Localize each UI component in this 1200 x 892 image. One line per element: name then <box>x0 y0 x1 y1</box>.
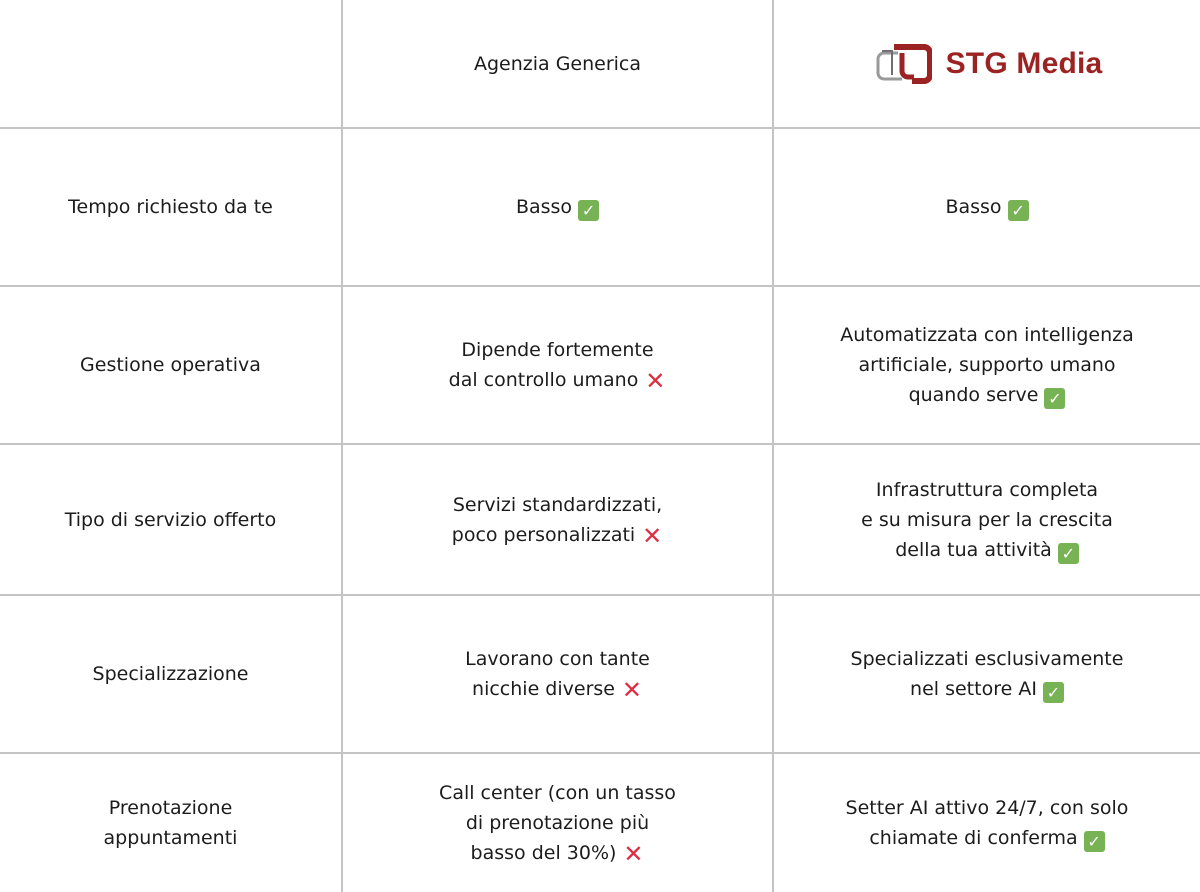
check-icon: ✓ <box>1058 543 1079 564</box>
cross-icon: ✕ <box>623 840 644 868</box>
brand-name: STG Media <box>945 46 1103 80</box>
row-label-text: Tipo di servizio offerto <box>64 508 277 531</box>
stg-cell-text: Basso <box>945 196 1002 218</box>
check-icon: ✓ <box>1043 682 1064 703</box>
row-label-text: Gestione operativa <box>80 354 261 376</box>
cross-icon: ✕ <box>621 676 643 704</box>
cross-icon: ✕ <box>642 521 663 550</box>
stg-cell <box>774 754 1200 892</box>
check-icon: ✓ <box>1008 200 1029 221</box>
stg-logo-icon <box>872 43 932 85</box>
generic-cell <box>343 445 774 596</box>
generic-cell <box>343 129 774 287</box>
generic-cell-text: Dipende fortemente dal controllo umano <box>448 339 654 391</box>
check-icon: ✓ <box>578 200 599 221</box>
generic-cell-text: Servizi standardizzati, poco personalizzati <box>451 493 663 546</box>
check-icon: ✓ <box>1044 388 1065 409</box>
row-label-text: Prenotazione appuntamenti <box>103 797 238 849</box>
row-label <box>0 754 343 892</box>
row-label <box>0 287 343 445</box>
header-stg-media <box>774 0 1200 129</box>
generic-cell <box>343 596 774 754</box>
header-empty-cell <box>0 0 343 129</box>
stg-cell <box>774 287 1200 445</box>
row-label <box>0 445 343 596</box>
generic-cell <box>343 287 774 445</box>
stg-cell-text: Setter AI attivo 24/7, con solo chiamate di conferma <box>845 797 1129 849</box>
stg-cell <box>774 129 1200 287</box>
row-label <box>0 129 343 287</box>
row-label <box>0 596 343 754</box>
generic-cell-text: Basso <box>515 196 573 218</box>
header-generic-agency <box>343 0 774 129</box>
stg-cell <box>774 596 1200 754</box>
generic-cell <box>343 754 774 892</box>
stg-cell <box>774 445 1200 596</box>
cross-icon: ✕ <box>645 367 666 395</box>
row-label-text: Tempo richiesto da te <box>68 196 273 218</box>
generic-cell-text: Lavorano con tante nicchie diverse <box>465 648 650 700</box>
generic-cell-text: Call center (con un tasso di prenotazione più basso del 30%) <box>439 782 676 864</box>
check-icon: ✓ <box>1084 831 1105 852</box>
header-generic-label: Agenzia Generica <box>473 52 642 75</box>
stg-cell-text: Infrastruttura completa e su misura per la crescita della tua attività <box>861 478 1113 561</box>
stg-brand <box>872 43 1103 85</box>
stg-cell-text: Specializzati esclusivamente nel settore AI <box>850 648 1124 700</box>
stg-cell-text: Automatizzata con intelligenza artificiale, supporto umano quando serve <box>840 324 1134 406</box>
row-label-text: Specializzazione <box>92 663 249 685</box>
